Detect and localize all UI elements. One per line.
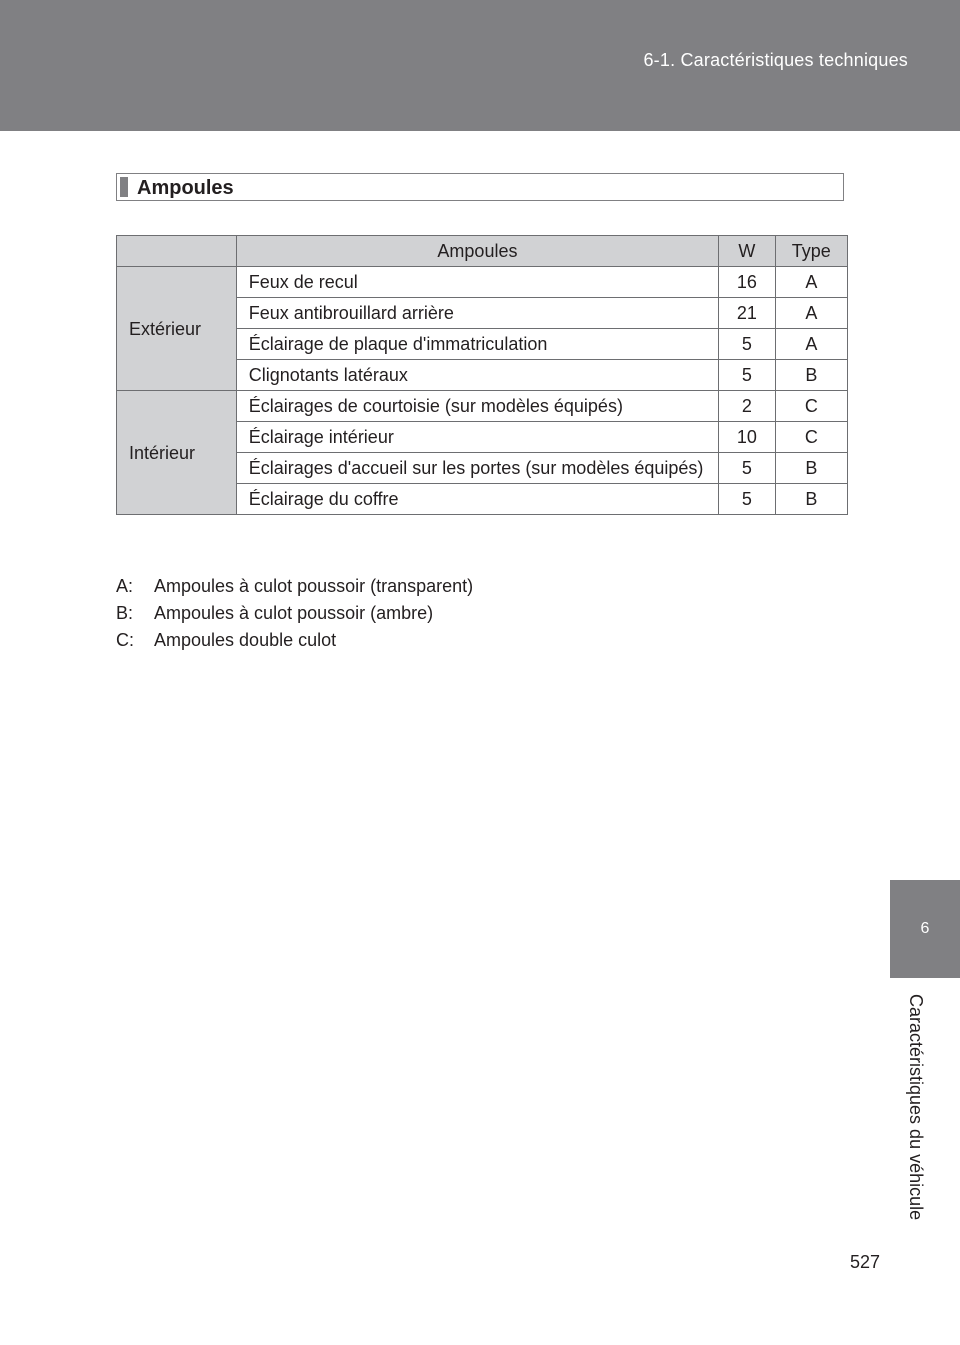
legend-text: Ampoules double culot xyxy=(154,630,337,650)
bulb-type: B xyxy=(775,360,847,391)
bulb-name: Feux antibrouillard arrière xyxy=(236,298,718,329)
section-title: Ampoules xyxy=(137,177,234,199)
legend-key: B: xyxy=(116,603,134,623)
bulb-type: B xyxy=(775,453,847,484)
bulb-type: A xyxy=(775,267,847,298)
bulb-type: A xyxy=(775,298,847,329)
header-band xyxy=(0,0,960,131)
legend-key: A: xyxy=(116,576,134,596)
page-number: 527 xyxy=(849,1252,880,1272)
table-row xyxy=(117,267,848,298)
bulb-watts: 5 xyxy=(719,484,775,515)
bulb-type: B xyxy=(775,484,847,515)
legend-text: Ampoules à culot poussoir (ambre) xyxy=(154,603,434,623)
bulb-name: Feux de recul xyxy=(236,267,718,298)
header-type: Type xyxy=(775,236,847,267)
header-title: 6-1. Caractéristiques techniques xyxy=(643,50,908,70)
bulb-name: Éclairage intérieur xyxy=(236,422,718,453)
header-group xyxy=(117,236,237,267)
group-exterieur: Extérieur xyxy=(117,267,237,391)
bulb-watts: 2 xyxy=(719,391,775,422)
bulb-watts: 16 xyxy=(719,267,775,298)
bulb-type: A xyxy=(775,329,847,360)
header-watts: W xyxy=(719,236,775,267)
bulb-type: C xyxy=(775,422,847,453)
bulb-name: Éclairages de courtoisie (sur modèles équipés) xyxy=(236,391,718,422)
bulb-name: Clignotants latéraux xyxy=(236,360,718,391)
legend-item xyxy=(116,573,473,600)
chapter-label: Caractéristiques du véhicule xyxy=(906,994,926,1221)
legend-item xyxy=(116,627,473,654)
bulb-watts: 10 xyxy=(719,422,775,453)
bulb-watts: 5 xyxy=(719,453,775,484)
bulb-watts: 5 xyxy=(719,329,775,360)
legend-text: Ampoules à culot poussoir (transparent) xyxy=(154,576,474,596)
table-header-row xyxy=(117,236,848,267)
legend xyxy=(116,573,473,654)
section-heading xyxy=(116,173,844,201)
bulb-watts: 5 xyxy=(719,360,775,391)
section-marker xyxy=(120,177,128,197)
chapter-number: 6 xyxy=(920,920,930,937)
group-interieur: Intérieur xyxy=(117,391,237,515)
bulb-watts: 21 xyxy=(719,298,775,329)
header-name: Ampoules xyxy=(236,236,718,267)
bulbs-table xyxy=(116,235,848,515)
bulb-type: C xyxy=(775,391,847,422)
table-row xyxy=(117,391,848,422)
bulb-name: Éclairages d'accueil sur les portes (sur modèles équipés) xyxy=(236,453,718,484)
bulb-name: Éclairage du coffre xyxy=(236,484,718,515)
legend-key: C: xyxy=(116,630,134,650)
bulb-name: Éclairage de plaque d'immatriculation xyxy=(236,329,718,360)
chapter-tab xyxy=(890,880,960,978)
legend-item xyxy=(116,600,473,627)
